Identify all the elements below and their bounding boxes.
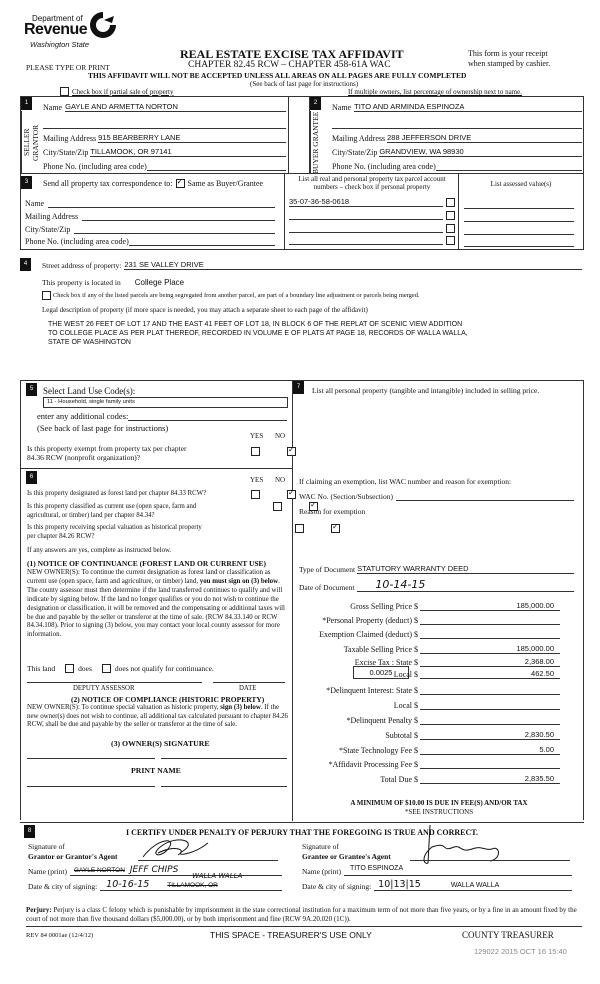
tech-fee-label: *State Technology Fee $ <box>338 746 418 755</box>
grantee-date-handwritten: 10|13|15 <box>378 879 421 890</box>
print-name-line-2[interactable] <box>161 786 287 787</box>
buyer-mailing-field[interactable]: 288 JEFFERSON DRIVE <box>387 133 582 143</box>
parcel-number-2[interactable] <box>289 210 443 220</box>
print-name-line-1[interactable] <box>27 786 155 787</box>
yes-header-6: YES <box>250 476 264 484</box>
grantor-date-handwritten: 10-16-15 <box>106 879 150 890</box>
buyer-phone-field[interactable] <box>436 161 582 171</box>
section-number-5: 5 <box>26 383 37 396</box>
assessed-value-2[interactable] <box>464 212 574 222</box>
county-treasurer-label: COUNTY TREASURER <box>462 930 554 940</box>
delinquent-interest-local-field[interactable] <box>420 709 560 710</box>
delinquent-interest-state-field[interactable] <box>420 694 560 695</box>
subtotal-field[interactable]: 2,830.50 <box>420 730 560 740</box>
notice-compliance-title: (2) NOTICE OF COMPLIANCE (HISTORIC PROPERTY) <box>71 695 265 704</box>
buyer-city-label: City/State/Zip <box>332 148 378 157</box>
exemption-deduct-field[interactable] <box>420 638 560 639</box>
seller-phone-field[interactable] <box>147 161 286 171</box>
section-number-6: 6 <box>26 471 37 484</box>
corr-city-field[interactable] <box>74 225 275 234</box>
excise-state-field[interactable]: 2,368.00 <box>420 657 560 667</box>
historic-question-2: per chapter 84.26 RCW? <box>27 533 95 540</box>
assessed-value-4[interactable] <box>464 237 574 247</box>
reason-label: Reason for exemption <box>299 507 366 516</box>
excise-local-field[interactable]: 462.50 <box>420 669 560 679</box>
parcel-number-4[interactable] <box>289 235 443 245</box>
assessed-header: List assessed value(s) <box>490 180 552 188</box>
send-correspondence-label: Send all property tax correspondence to: <box>43 179 173 188</box>
buyer-name-field[interactable]: TITO AND ARMINDA ESPINOZA <box>354 102 582 112</box>
dor-logo <box>22 10 122 55</box>
treasurer-use-only: THIS SPACE - TREASURER'S USE ONLY <box>210 930 372 940</box>
grantee-name-field[interactable]: TITO ESPINOZA <box>344 865 572 876</box>
section-1-seller <box>21 97 289 174</box>
parcel-list <box>285 174 459 249</box>
section-number-3: 3 <box>21 176 32 189</box>
grantor-city-struck: TILLAMOOK, OR <box>167 882 218 889</box>
deputy-assessor-label: DEPUTY ASSESSOR <box>73 685 135 692</box>
rev-number: REV 84 0001ae (12/4/12) <box>26 932 94 939</box>
current-use-yes-checkbox[interactable] <box>273 502 282 511</box>
wac-label: WAC No. (Section/Subsection) <box>299 492 393 501</box>
parcel-personal-checkbox-4[interactable] <box>446 236 455 245</box>
gross-price-label: Gross Selling Price $ <box>350 602 418 611</box>
grantee-date-field[interactable] <box>374 879 572 891</box>
section-number-8: 8 <box>24 825 35 838</box>
section-8-certification <box>20 822 584 900</box>
total-due-label: Total Due $ <box>380 775 418 784</box>
notice-continuance-text: NEW OWNER(S): To continue the current designation as forest land or classification as current use (open space, farm and agriculture, or timber) land, you must sign on (3) below. The county assessor must then determine if the land transferred continues to qualify and will indicate by signing below. If the land no longer qualifies or you do not wish to continue the designation or classification, it will be removed and the compensating or additional taxes will be due and payable by the seller or transferor at the time of sale. (RCW 84.33.140 or RCW 84.34.108). Prior to signing (3) below, you may contact your local county assessor for more information. <box>27 569 285 639</box>
seller-name-label: Name <box>43 103 63 112</box>
grantor-date-field[interactable] <box>100 872 282 891</box>
parcel-personal-checkbox-3[interactable] <box>446 224 455 233</box>
seller-mailing-field[interactable]: 915 BEARBERRY LANE <box>98 133 286 143</box>
personal-deduct-field[interactable] <box>420 624 560 625</box>
current-use-question-1: Is this property classified as current use (open space, farm and <box>27 503 197 510</box>
notice-compliance-text: NEW OWNER(S): To continue special valuation as historic property, sign (3) below. If the new owner(s) does not wish to continue, all additional tax calculated pursuant to chapter 84.26 RCW, shall be due and payable by the seller or transferor at the time of sale. <box>27 704 289 728</box>
personal-property-label: List all personal property (tangible and intangible) included in selling price. <box>312 386 540 395</box>
processing-fee-field[interactable] <box>420 768 560 769</box>
buyer-grantee-label: BUYER GRANTEE <box>310 111 328 174</box>
receipt-note-1: This form is your receipt <box>468 49 548 58</box>
please-type: PLEASE TYPE OR PRINT <box>26 63 110 72</box>
corr-phone-label: Phone No. (including area code) <box>25 237 129 246</box>
section-4-property <box>20 258 584 368</box>
section-number-7: 7 <box>293 381 304 394</box>
perjury-certification: I CERTIFY UNDER PENALTY OF PERJURY THAT THE FOREGOING IS TRUE AND CORRECT. <box>126 828 479 837</box>
seller-name-field[interactable]: GAYLE AND ARMETTA NORTON <box>65 102 286 112</box>
corr-name-field[interactable] <box>48 199 275 208</box>
assessor-date-label: DATE <box>239 685 257 692</box>
seller-city-label: City/State/Zip <box>43 148 89 157</box>
parcel-personal-checkbox-1[interactable] <box>446 198 455 207</box>
logo-state: Washington State <box>30 40 90 49</box>
receipt-note-2: when stamped by cashier. <box>468 59 551 68</box>
segregated-checkbox[interactable] <box>42 291 51 300</box>
owner-signature-line-1[interactable] <box>27 758 155 759</box>
assessed-value-1[interactable] <box>464 199 574 209</box>
form-subtitle: CHAPTER 82.45 RCW – CHAPTER 458-61A WAC <box>188 60 391 70</box>
logo-dept: Department of <box>32 14 83 23</box>
parcel-header-1: List all real and personal property tax parcel account <box>298 175 446 183</box>
if-yes-note: If any answers are yes, complete as instructed below. <box>27 547 172 554</box>
grantor-date-label: Date & city of signing: <box>28 882 98 891</box>
exemption-label: If claiming an exemption, list WAC number and reason for exemption: <box>299 477 512 486</box>
seller-mailing-label: Mailing Address <box>43 134 97 143</box>
grantee-signature-label-1: Signature of <box>302 842 339 851</box>
reason-field[interactable] <box>299 518 574 558</box>
lower-sections-container <box>20 380 584 820</box>
land-use-select[interactable]: 11 - Household, single family units <box>43 397 288 408</box>
grantor-name-label: Name (print) <box>28 867 67 876</box>
total-due-field[interactable]: 2,835.50 <box>420 774 560 784</box>
exemption-deduct-label: Exemption Claimed (deduct) $ <box>319 630 418 639</box>
notice-continuance-title: (1) NOTICE OF CONTINUANCE (FOREST LAND OR CURRENT USE) <box>27 559 267 568</box>
delinquent-interest-state-label: *Delinquent Interest: State $ <box>326 686 418 695</box>
exempt-question-1: Is this property exempt from property tax per chapter <box>27 444 187 453</box>
parcel-number-3[interactable] <box>289 223 443 233</box>
form-title: REAL ESTATE EXCISE TAX AFFIDAVIT <box>180 47 404 61</box>
segregated-label: Check box if any of the listed parcels are being segregated from another parcel, are part of a boundary line adjustment or parcels being merged. <box>53 292 420 299</box>
section-2-buyer <box>309 97 585 174</box>
same-as-buyer-label: Same as Buyer/Grantee <box>187 179 264 188</box>
no-header-6: NO <box>275 476 286 484</box>
buyer-name-label: Name <box>332 103 352 112</box>
partial-sale-checkbox[interactable] <box>60 87 69 96</box>
personal-property-field[interactable] <box>312 411 572 471</box>
grantor-name-field[interactable] <box>70 865 282 876</box>
section-number-1: 1 <box>21 97 32 110</box>
grantor-signature-label-1: Signature of <box>28 842 65 851</box>
does-not-label: does not qualify for continuance. <box>114 664 214 673</box>
deputy-assessor-signature-line[interactable] <box>27 682 202 683</box>
located-in-value[interactable]: College Place <box>134 278 185 287</box>
gross-price-field[interactable]: 185,000.00 <box>420 601 560 611</box>
doc-date-field[interactable]: 10-14-15 <box>357 578 574 592</box>
grantee-name-label: Name (print) <box>302 867 341 876</box>
logo-revenue: Revenue <box>24 21 88 38</box>
partial-sale-row <box>60 87 173 96</box>
partial-sale-label: Check box if partial sale of property <box>72 87 174 96</box>
owner-signature-line-2[interactable] <box>161 758 287 759</box>
parcel-number-1[interactable]: 35-07-36-58-0618 <box>289 197 443 207</box>
does-label: does <box>78 664 92 673</box>
grantor-signature[interactable] <box>138 835 228 861</box>
same-as-buyer-checkbox[interactable] <box>176 179 185 188</box>
section-3-correspondence <box>21 174 285 249</box>
section-3-container <box>20 173 584 250</box>
delinquent-interest-local-label: Local $ <box>393 701 418 710</box>
corr-mailing-field[interactable] <box>82 212 275 221</box>
see-instructions-note: *SEE INSTRUCTIONS <box>404 808 474 816</box>
yes-header-5: YES <box>250 432 264 440</box>
exempt-question-2: 84.36 RCW (nonprofit organization)? <box>27 453 141 462</box>
corr-city-label: City/State/Zip <box>25 225 71 234</box>
section-number-4: 4 <box>20 258 31 271</box>
street-address-field[interactable]: 231 SE VALLEY DRIVE <box>124 260 582 270</box>
cashier-stamp: 129022 2015 OCT 16 15:40 <box>474 947 567 956</box>
section-6-designations <box>21 469 293 821</box>
multiple-owners-note: If multiple owners, list percentage of ownership next to name. <box>348 88 522 96</box>
does-not-qualify-checkbox[interactable] <box>102 664 111 673</box>
historic-question-1: Is this property receiving special valuation as historical property <box>27 524 202 531</box>
buyer-city-field[interactable]: GRANDVIEW, WA 98930 <box>379 147 582 157</box>
assessed-value-3[interactable] <box>464 225 574 235</box>
seller-grantor-label: SELLER GRANTOR <box>21 111 39 174</box>
warning-banner: THIS AFFIDAVIT WILL NOT BE ACCEPTED UNLESS ALL AREAS ON ALL PAGES ARE FULLY COMPLETED <box>88 71 467 80</box>
forest-yes-checkbox[interactable] <box>251 490 260 499</box>
section-1-2-container <box>20 96 584 173</box>
grantee-city: WALLA WALLA <box>450 882 500 889</box>
excise-state-label: Excise Tax : State $ <box>354 658 418 667</box>
section-5-land-use <box>21 381 293 469</box>
taxable-price-field[interactable]: 185,000.00 <box>420 644 560 654</box>
grantor-name-handwritten: JEFF CHIPS <box>129 865 179 875</box>
grantee-date-label: Date & city of signing: <box>302 882 372 891</box>
parcel-header-2: numbers – check box if personal property <box>313 183 431 191</box>
doc-type-field[interactable]: STATUTORY WARRANTY DEED <box>357 564 574 574</box>
doc-date-label: Date of Document <box>299 583 355 592</box>
doc-type-label: Type of Document <box>299 565 356 574</box>
exempt-yes-checkbox[interactable] <box>251 447 260 456</box>
section-7-financials <box>293 381 585 821</box>
buyer-mailing-label: Mailing Address <box>332 134 386 143</box>
buyer-name-line-2[interactable] <box>332 121 582 129</box>
perjury-notice: Perjury: Perjury is a class C felony which is punishable by imprisonment in the state correctional institution for a maximum term of not more than five years, or by a fine in an amount fixed by the court of not more than five thousand dollars ($5,000.00), or by both imprisonment and fine (RCW 9A.20.020 (1C)). <box>26 906 582 927</box>
grantor-name-struck: GAYLE NORTON <box>73 867 125 874</box>
current-use-question-2: agricultural, or timber) land per chapter 84.34? <box>27 512 155 519</box>
grantor-city-handwritten: WALLA WALLA <box>192 872 243 880</box>
print-name-label: PRINT NAME <box>131 766 181 775</box>
tech-fee-field[interactable]: 5.00 <box>420 745 560 755</box>
buyer-phone-label: Phone No. (including area code) <box>332 162 436 171</box>
legal-description-label: Legal description of property (if more space is needed, you may attach a separate sheet to each page of the affidavit) <box>42 306 368 314</box>
owner-signature-label: (3) OWNER(S) SIGNATURE <box>111 739 210 748</box>
corr-name-label: Name <box>25 199 45 208</box>
corr-phone-field[interactable] <box>129 237 275 246</box>
delinquent-penalty-field[interactable] <box>420 724 560 725</box>
processing-fee-label: *Affidavit Processing Fee $ <box>328 760 418 769</box>
minimum-due-note: A MINIMUM OF $10.00 IS DUE IN FEE(S) AND/OR TAX <box>350 799 528 807</box>
grantor-signature-label-2: Grantor or Grantor's Agent <box>28 852 118 861</box>
dor-swirl-logo-icon <box>88 10 118 40</box>
this-land-label: This land <box>27 664 56 673</box>
additional-codes-field[interactable] <box>128 412 287 421</box>
no-header-5: NO <box>275 432 286 440</box>
wac-field[interactable] <box>396 492 574 501</box>
assessed-values <box>459 174 583 249</box>
grantee-signature-line[interactable] <box>410 860 570 861</box>
see-back-note: (See back of last page for instructions) <box>37 423 169 433</box>
grantee-signature-label-2: Grantee or Grantee's Agent <box>302 852 391 861</box>
delinquent-penalty-label: *Delinquent Penalty $ <box>346 716 418 725</box>
seller-phone-label: Phone No. (including area code) <box>43 162 147 171</box>
taxable-price-label: Taxable Selling Price $ <box>343 645 418 654</box>
grantor-signature-line[interactable] <box>138 860 278 861</box>
section-number-2: 2 <box>310 97 321 110</box>
excise-local-label: Local $ <box>393 670 418 679</box>
located-in-label: This property is located in <box>42 278 121 287</box>
legal-description-text[interactable]: THE WEST 26 FEET OF LOT 17 AND THE EAST 41 FEET OF LOT 18, IN BLOCK 6 OF THE REPLAT OF SCENIC VIEW ADDITION TO COLLEGE PLACE AS PER PLAT THEREOF, RECORDED IN VOLUME E OF PLATS AT PAGE 18, RECORDS OF WALLA WALLA, STATE OF WASHINGTON <box>48 321 468 346</box>
additional-codes-label: enter any additional codes: <box>37 411 129 421</box>
street-address-label: Street address of property: <box>42 261 122 270</box>
forest-question: Is this property designated as forest land per chapter 84.33 RCW? <box>27 490 207 497</box>
assessor-date-line[interactable] <box>213 682 285 683</box>
seller-name-line-2[interactable] <box>43 121 286 129</box>
does-qualify-checkbox[interactable] <box>65 664 74 673</box>
grantee-signature[interactable] <box>410 823 510 865</box>
local-rate-field[interactable]: 0.0025 <box>353 666 409 679</box>
personal-deduct-label: *Personal Property (deduct) $ <box>322 616 418 625</box>
instructions-note: (See back of last page for instructions) <box>250 80 359 88</box>
subtotal-label: Subtotal $ <box>385 731 418 740</box>
parcel-personal-checkbox-2[interactable] <box>446 211 455 220</box>
land-use-label: Select Land Use Code(s): <box>43 386 136 396</box>
corr-mailing-label: Mailing Address <box>25 212 79 221</box>
seller-city-field[interactable]: TILLAMOOK, OR 97141 <box>90 147 286 157</box>
